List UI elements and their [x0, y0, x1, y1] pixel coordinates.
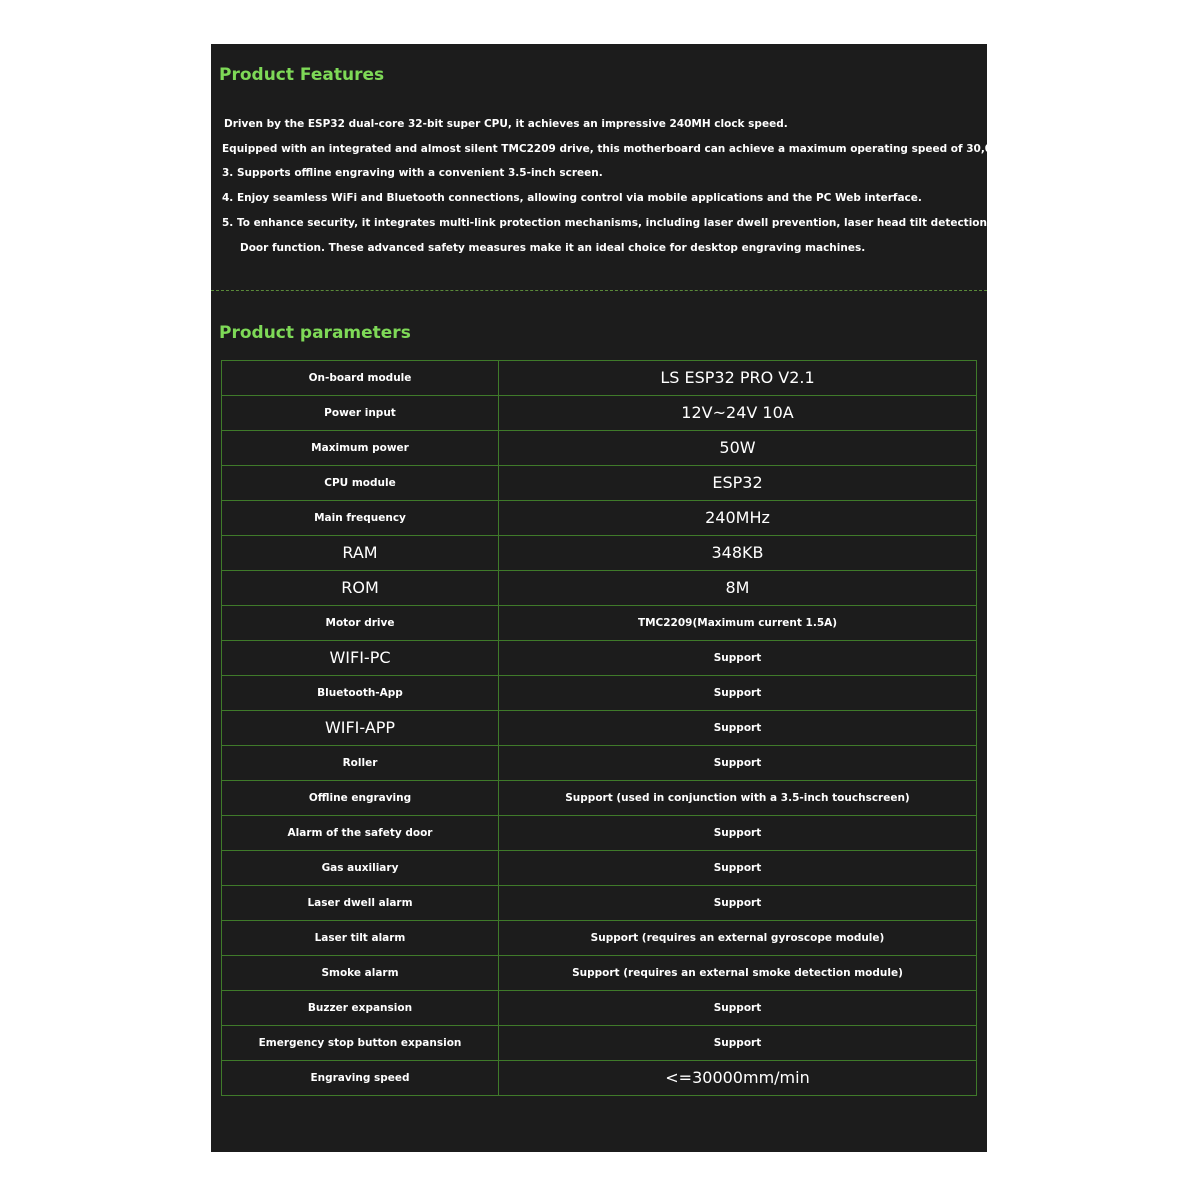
- param-name: ROM: [222, 571, 499, 606]
- param-name: Bluetooth-App: [222, 676, 499, 711]
- param-name: WIFI-PC: [222, 641, 499, 676]
- param-value: 50W: [499, 431, 977, 466]
- param-value: Support: [499, 991, 977, 1026]
- feature-item: 4. Enjoy seamless WiFi and Bluetooth connections, allowing control via mobile applications and the PC Web interface.: [222, 192, 922, 204]
- table-row: [222, 676, 977, 711]
- table-row: [222, 956, 977, 991]
- param-value: Support (requires an external smoke detection module): [499, 956, 977, 991]
- param-value: Support: [499, 1026, 977, 1061]
- table-row: [222, 921, 977, 956]
- param-name: Laser dwell alarm: [222, 886, 499, 921]
- param-name: Roller: [222, 746, 499, 781]
- product-info-panel: [211, 44, 1163, 1152]
- table-row: [222, 746, 977, 781]
- param-value: Support: [499, 886, 977, 921]
- param-value: Support (used in conjunction with a 3.5-inch touchscreen): [499, 781, 977, 816]
- param-name: Laser tilt alarm: [222, 921, 499, 956]
- param-value: TMC2209(Maximum current 1.5A): [499, 606, 977, 641]
- param-name: Smoke alarm: [222, 956, 499, 991]
- param-value: Support: [499, 641, 977, 676]
- table-row: [222, 711, 977, 746]
- param-value: Support: [499, 816, 977, 851]
- table-row: [222, 641, 977, 676]
- table-row: [222, 851, 977, 886]
- table-row: [222, 396, 977, 431]
- table-row: [222, 431, 977, 466]
- param-value: Support (requires an external gyroscope module): [499, 921, 977, 956]
- param-name: WIFI-APP: [222, 711, 499, 746]
- param-value: Support: [499, 746, 977, 781]
- table-row: [222, 816, 977, 851]
- param-name: Gas auxiliary: [222, 851, 499, 886]
- table-row: [222, 886, 977, 921]
- feature-item: 3. Supports offline engraving with a convenient 3.5-inch screen.: [222, 167, 603, 179]
- param-value: Support: [499, 851, 977, 886]
- feature-item: Equipped with an integrated and almost silent TMC2209 drive, this motherboard can achieve a maximum operating speed of 30,000mm /min.: [222, 143, 1063, 155]
- table-row: [222, 606, 977, 641]
- feature-item: Door function. These advanced safety measures make it an ideal choice for desktop engraving machines.: [240, 242, 866, 254]
- parameters-table: [221, 360, 977, 1096]
- param-value: ESP32: [499, 466, 977, 501]
- param-name: Engraving speed: [222, 1061, 499, 1096]
- table-row: [222, 501, 977, 536]
- param-name: Buzzer expansion: [222, 991, 499, 1026]
- param-name: On-board module: [222, 361, 499, 396]
- table-row: [222, 466, 977, 501]
- param-name: Power input: [222, 396, 499, 431]
- table-row: [222, 536, 977, 571]
- param-value: 240MHz: [499, 501, 977, 536]
- param-value: <=30000mm/min: [499, 1061, 977, 1096]
- table-row: [222, 1026, 977, 1061]
- param-value: LS ESP32 PRO V2.1: [499, 361, 977, 396]
- param-name: RAM: [222, 536, 499, 571]
- param-value: Support: [499, 711, 977, 746]
- table-row: [222, 991, 977, 1026]
- param-value: Support: [499, 676, 977, 711]
- parameters-title: Product parameters: [219, 323, 411, 343]
- table-row: [222, 1061, 977, 1096]
- param-name: Emergency stop button expansion: [222, 1026, 499, 1061]
- param-name: Alarm of the safety door: [222, 816, 499, 851]
- feature-item: 5. To enhance security, it integrates multi-link protection mechanisms, including laser dwell prevention, laser head tilt detection, flame monitoring and safety: [222, 217, 1163, 229]
- param-name: Main frequency: [222, 501, 499, 536]
- param-value: 348KB: [499, 536, 977, 571]
- param-name: Offline engraving: [222, 781, 499, 816]
- section-divider: [211, 290, 987, 291]
- param-value: 8M: [499, 571, 977, 606]
- features-title: Product Features: [219, 65, 385, 85]
- param-name: CPU module: [222, 466, 499, 501]
- table-row: [222, 571, 977, 606]
- table-row: [222, 361, 977, 396]
- feature-item: Driven by the ESP32 dual-core 32-bit super CPU, it achieves an impressive 240MH clock speed.: [224, 118, 788, 130]
- param-name: Motor drive: [222, 606, 499, 641]
- param-name: Maximum power: [222, 431, 499, 466]
- table-row: [222, 781, 977, 816]
- param-value: 12V~24V 10A: [499, 396, 977, 431]
